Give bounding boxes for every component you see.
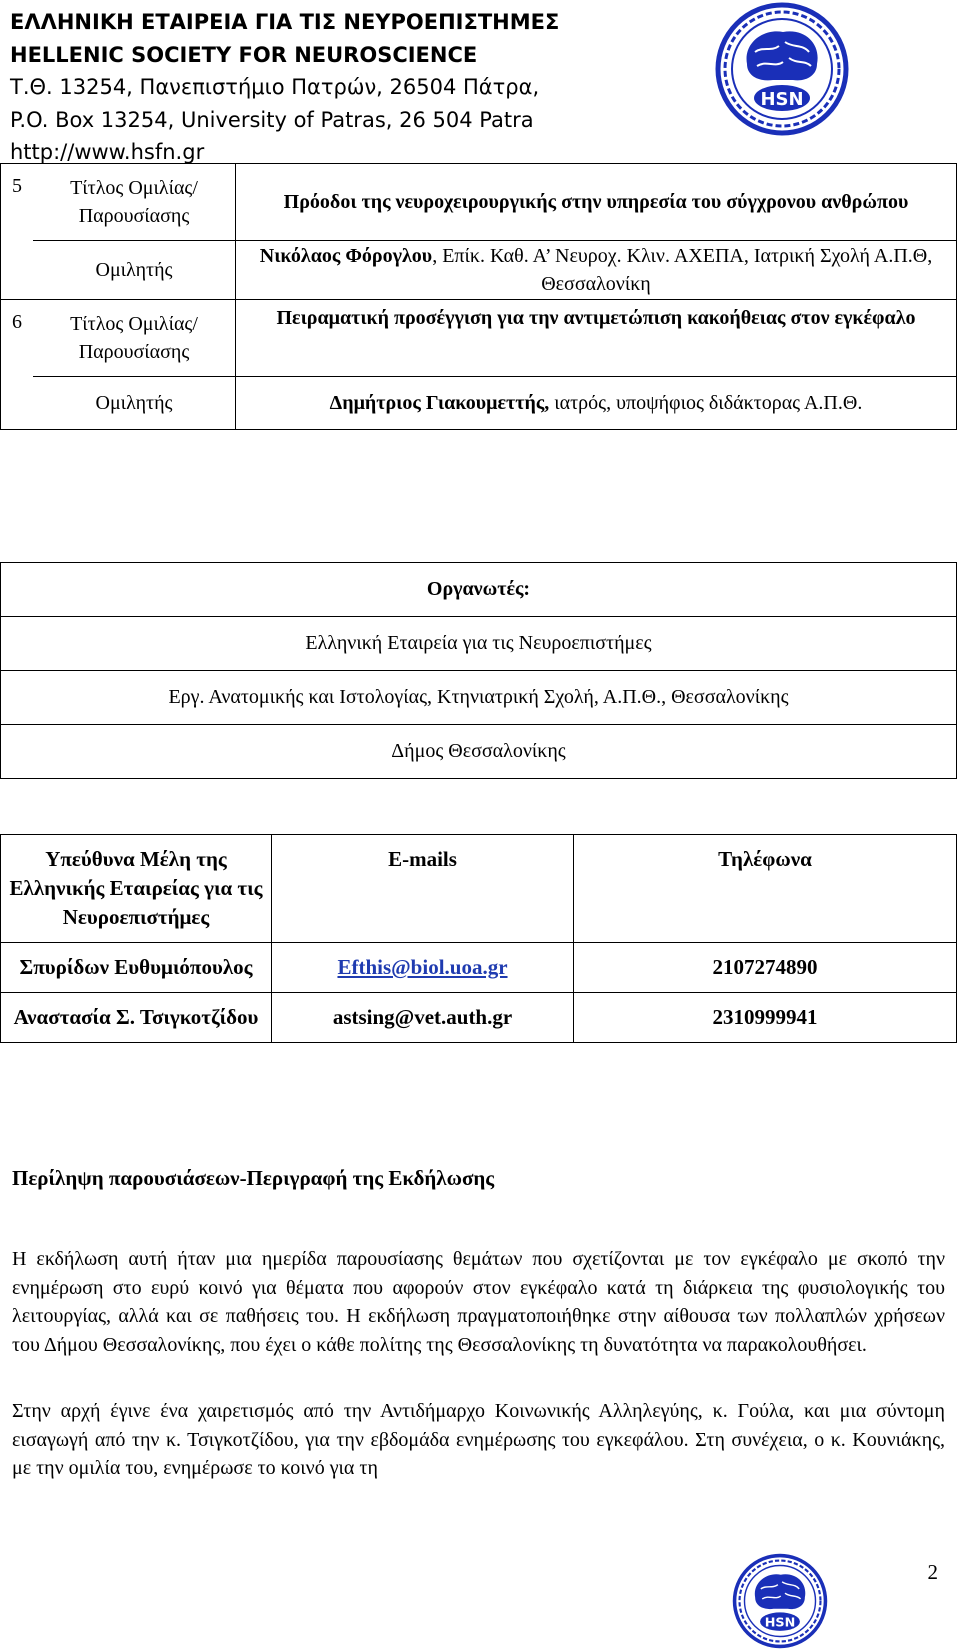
table-header-row [1, 835, 957, 943]
table-row [1, 241, 957, 300]
logo-text: HSN [760, 89, 804, 110]
logo-text: HSN [764, 1615, 796, 1631]
organizers-heading: Οργανωτές: [1, 563, 957, 617]
table-row [1, 164, 957, 241]
summary-paragraph: Η εκδήλωση αυτή ήταν μια ημερίδα παρουσίασης θεμάτων που σχετίζονται με τον εγκέφαλο με σκοπό την ενημέρωση στο ευρύ κοινό για θέματα που αφορούν στον εγκέφαλο κατά τη διάρκεια της φυσιολογικής του λειτουργίας, αλλά και σε παθήσεις του. Η εκδήλωση πραγματοποιήθηκε στην αίθουσα των πολλαπλών χρήσεων του Δήμου Θεσσαλονίκης, που έχει ο κάθε πολίτης της Θεσσαλονίκης τη δυνατότητα να παρακολουθήσει. [12, 1248, 945, 1356]
organizer-item: Δήμος Θεσσαλονίκης [1, 725, 957, 779]
society-name-greek: ΕΛΛΗΝΙΚΗ ΕΤΑΙΡΕΙΑ ΓΙΑ ΤΙΣ ΝΕΥΡΟΕΠΙΣΤΗΜΕΣ [10, 10, 560, 34]
speaker-cell [236, 241, 957, 300]
address-english: P.O. Box 13254, University of Patras, 26 504 Patra [10, 107, 534, 132]
phone-number: 2310999941 [574, 993, 957, 1043]
table-row [1, 300, 957, 377]
item-number: 5 [1, 164, 34, 300]
member-name: Σπυρίδων Ευθυμιόπουλος [1, 943, 272, 993]
letterhead [10, 6, 559, 169]
table-row [1, 943, 957, 993]
phone-number: 2107274890 [574, 943, 957, 993]
website-link[interactable]: http://www.hsfn.gr [10, 140, 205, 164]
column-header-emails: E-mails [272, 835, 574, 943]
hsn-logo [713, 2, 851, 136]
title-label: Τίτλος Ομιλίας/ Παρουσίασης [33, 164, 236, 241]
title-label: Τίτλος Ομιλίας/ Παρουσίασης [33, 300, 236, 377]
program-table [0, 163, 957, 430]
address-greek: Τ.Θ. 13254, Πανεπιστήμιο Πατρών, 26504 Πάτρα, [10, 75, 540, 99]
speaker-label: Ομιλητής [33, 377, 236, 430]
speaker-name: Δημήτριος Γιακουμεττής, [329, 392, 550, 414]
speaker-affiliation: ιατρός, υποψήφιος διδάκτορας Α.Π.Θ. [549, 392, 863, 414]
organizer-item: Ελληνική Εταιρεία για τις Νευροεπιστήμες [1, 617, 957, 671]
society-name-english: HELLENIC SOCIETY FOR NEUROSCIENCE [10, 42, 478, 67]
summary-paragraph: Στην αρχή έγινε ένα χαιρετισμός από την Αντιδήμαρχο Κοινωνικής Αλληλεγύης, κ. Γούλα, και μια σύντομη εισαγωγή από την κ. Τσιγκοτζίδου, για την εβδομάδα ενημέρωσης του εγκεφάλου. Στη συνέχεια, ο κ. Κουνιάκης, με την ομιλία του, ενημέρωσε το κοινό για τη [12, 1400, 945, 1479]
speaker-cell [236, 377, 957, 430]
organizer-item: Εργ. Ανατομικής και Ιστολογίας, Κτηνιατρική Σχολή, Α.Π.Θ., Θεσσαλονίκης [1, 671, 957, 725]
organizers-table [0, 562, 957, 779]
member-name: Αναστασία Σ. Τσιγκοτζίδου [1, 993, 272, 1043]
email-cell [272, 943, 574, 993]
hsn-logo-footer [731, 1553, 829, 1649]
email-link[interactable]: Efthis@biol.uoa.gr [337, 955, 508, 979]
table-row [1, 377, 957, 430]
contacts-table [0, 834, 957, 1043]
speaker-name: Νικόλαος Φόρογλου [259, 245, 433, 267]
speaker-affiliation: , Επίκ. Καθ. Α’ Νευροχ. Κλιν. ΑΧΕΠΑ, Ιατρική Σχολή Α.Π.Θ, Θεσσαλονίκη [432, 245, 933, 295]
column-header-phones: Τηλέφωνα [574, 835, 957, 943]
talk-title: Πρόοδοι της νευροχειρουργικής στην υπηρεσία του σύγχρονου ανθρώπου [236, 164, 957, 241]
speaker-label: Ομιλητής [33, 241, 236, 300]
column-header-members: Υπεύθυνα Μέλη της Ελληνικής Εταιρείας για τις Νευροεπιστήμες [1, 835, 272, 943]
page-number: 2 [927, 1560, 938, 1584]
summary-title: Περίληψη παρουσιάσεων-Περιγραφή της Εκδήλωσης [12, 1166, 495, 1190]
email-address: astsing@vet.auth.gr [272, 993, 574, 1043]
table-row [1, 993, 957, 1043]
item-number: 6 [1, 300, 34, 430]
talk-title: Πειραματική προσέγγιση για την αντιμετώπιση κακοήθειας στον εγκέφαλο [236, 300, 957, 377]
